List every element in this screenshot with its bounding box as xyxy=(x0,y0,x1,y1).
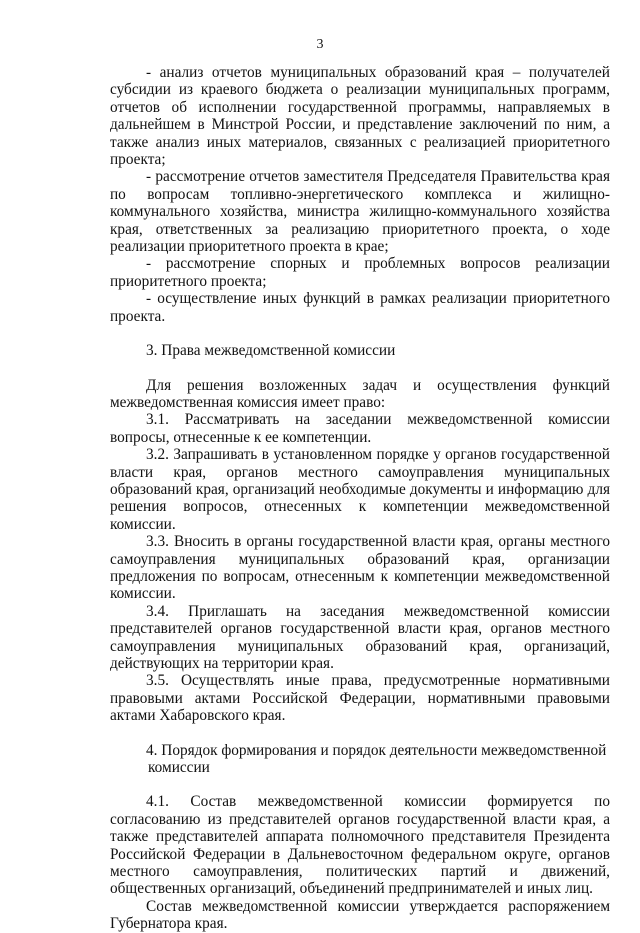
paragraph-bullet: - осуществление иных функций в рамках реализации приоритетного проекта. xyxy=(110,290,610,325)
spacer xyxy=(110,776,610,793)
paragraph: Для решения возложенных задач и осуществления функций межведомственная комиссия имеет право: xyxy=(110,376,610,411)
section-heading-continuation: комиссии xyxy=(148,759,210,777)
paragraph: 4.1. Состав межведомственной комиссии формируется по согласованию из представителей органов государственной власти края, а также представителей аппарата полномочного представителя Президента Российской Федерации в Дальневосточном федеральном округе, органов местного самоуправления, политических партий и движений, общественных организаций, объединений предпринимателей и иных лиц. xyxy=(110,793,610,898)
paragraph-bullet: - рассмотрение спорных и проблемных вопросов реализации приоритетного проекта; xyxy=(110,255,610,290)
paragraph: 3.1. Рассматривать на заседании межведомственной комиссии вопросы, отнесенные к ее компетенции. xyxy=(110,411,610,446)
paragraph: 3.5. Осуществлять иные права, предусмотренные нормативными правовыми актами Российской Федерации, нормативными правовыми актами Хабаровского края. xyxy=(110,672,610,725)
paragraph: 3.2. Запрашивать в установленном порядке у органов государственной власти края, органов местного самоуправления муниципальных образований края, организаций необходимые документы и информацию для решения вопросов, отнесенных к компетенции межведомственной комиссии. xyxy=(110,446,610,533)
spacer xyxy=(110,725,610,742)
paragraph: 3.4. Приглашать на заседания межведомственной комиссии представителей органов государственной власти края, органов местного самоуправления муниципальных образований края, организаций, действующих на территории края. xyxy=(110,602,610,672)
section-heading: 4. Порядок формирования и порядок деятельности межведомственной xyxy=(146,741,607,759)
paragraph: Состав межведомственной комиссии утверждается распоряжением Губернатора края. xyxy=(110,897,610,933)
paragraph: 3.3. Вносить в органы государственной власти края, органы местного самоуправления муниципальных образований края, организации предложения по вопросам, отнесенным к компетенции межведомственной комиссии. xyxy=(110,533,610,603)
paragraph-bullet: - анализ отчетов муниципальных образований края – получателей субсидии из краевого бюджета о реализации муниципальных программ, отчетов об исполнении государственной программы, направляемых в дальнейшем в Минстрой России, и представление заключений по ним, а также анализ иных материалов, связанных с реализацией приоритетного проекта; xyxy=(110,64,610,169)
spacer xyxy=(110,360,610,377)
spacer xyxy=(110,325,610,342)
document-body xyxy=(110,64,610,933)
page-number: 3 xyxy=(316,37,324,52)
section-heading: 3. Права межведомственной комиссии xyxy=(146,342,396,360)
paragraph-bullet: - рассмотрение отчетов заместителя Председателя Правительства края по вопросам топливно-энергетического комплекса и жилищно-коммунального хозяйства, министра жилищно-коммунального хозяйства края, ответственных за реализацию приоритетного проекта, о ходе реализации приоритетного проекта в крае; xyxy=(110,168,610,256)
